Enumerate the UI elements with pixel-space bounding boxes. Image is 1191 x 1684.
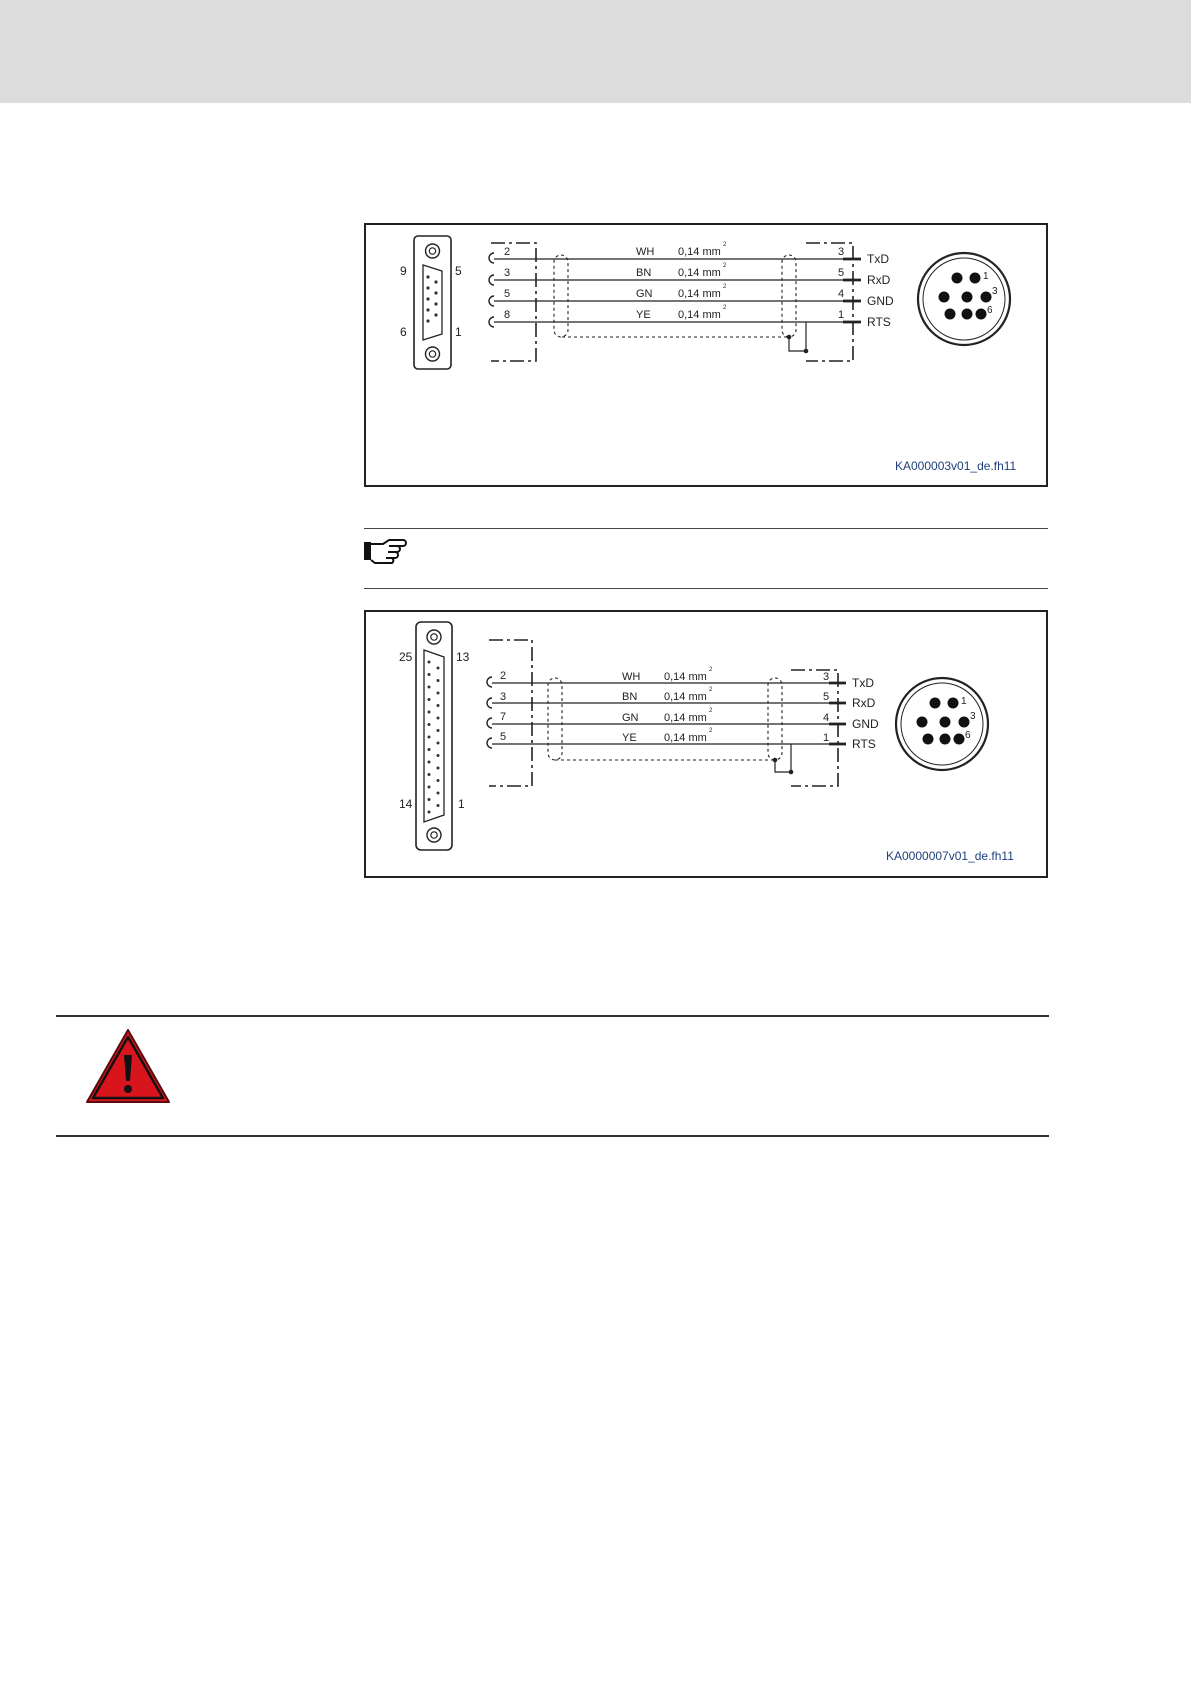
wire-size-sup: 2	[723, 305, 727, 311]
circular-pin-label: 6	[965, 730, 971, 741]
pin-right: 3	[838, 246, 845, 258]
figure-code: KA0000007v01_de.fh11	[886, 849, 1014, 863]
pin-left: 3	[500, 691, 507, 703]
wire-size-sup: 2	[723, 242, 727, 248]
wire-size-sup: 2	[709, 708, 713, 714]
note-rule-bottom	[364, 588, 1048, 589]
circular-pin-label: 1	[983, 271, 989, 282]
pin-left: 3	[504, 267, 511, 279]
dsub-label: 1	[455, 325, 462, 339]
wire-color: WH	[636, 246, 655, 258]
wire-color: BN	[636, 267, 652, 279]
pin-left: 8	[504, 309, 511, 321]
wire-size-sup: 2	[709, 667, 713, 673]
warning-rule-top	[56, 1015, 1049, 1017]
signal-label: TxD	[867, 252, 889, 266]
pin-left: 7	[500, 711, 507, 723]
wire-size-sup: 2	[723, 284, 727, 290]
dsub-label: 13	[456, 650, 470, 664]
dsub-label: 25	[399, 650, 413, 664]
pin-right: 1	[823, 732, 830, 744]
wire-size: 0,14 mm	[664, 712, 707, 724]
circular-pin-label: 1	[961, 696, 967, 707]
dsub25-connector	[416, 622, 452, 850]
warning-rule-bottom	[56, 1135, 1049, 1137]
wiring-diagram-dsub25-svg	[366, 612, 1046, 876]
wire-size: 0,14 mm	[664, 671, 707, 683]
wire-color: WH	[622, 671, 641, 683]
wire-size: 0,14 mm	[678, 288, 721, 300]
pin-left: 2	[500, 670, 507, 682]
hand-pointer-icon	[363, 538, 407, 564]
wire-color: GN	[636, 288, 653, 300]
dsub9-connector	[414, 236, 451, 369]
wire-size: 0,14 mm	[678, 246, 721, 258]
wire-size: 0,14 mm	[678, 267, 721, 279]
dsub-label: 1	[458, 797, 465, 811]
warning-triangle-icon	[84, 1027, 172, 1105]
circular-pin-label: 3	[992, 286, 998, 297]
pin-left: 5	[500, 731, 507, 743]
wire-size-sup: 2	[709, 687, 713, 693]
wiring-diagram-dsub25	[364, 610, 1048, 878]
dsub-label: 5	[455, 264, 462, 278]
wire-size-sup: 2	[709, 728, 713, 734]
wire-size: 0,14 mm	[664, 732, 707, 744]
dsub-label: 6	[400, 325, 407, 339]
wiring-diagram-dsub9	[364, 223, 1048, 487]
circular-connector	[918, 253, 1010, 345]
pin-right: 3	[823, 671, 830, 683]
pin-right: 4	[838, 288, 845, 300]
circular-pin-label: 6	[987, 305, 993, 316]
dsub-label: 9	[400, 264, 407, 278]
header-bar	[0, 0, 1191, 103]
wire-size: 0,14 mm	[664, 691, 707, 703]
wire-color: GN	[622, 712, 639, 724]
wire-size-sup: 2	[723, 263, 727, 269]
pin-right: 4	[823, 712, 830, 724]
wire-size: 0,14 mm	[678, 309, 721, 321]
pin-left: 5	[504, 288, 511, 300]
wire-color: BN	[622, 691, 638, 703]
pin-right: 5	[838, 267, 845, 279]
pin-left: 2	[504, 246, 511, 258]
circular-pin-label: 3	[970, 711, 976, 722]
signal-label: GND	[852, 717, 879, 731]
note-rule-top	[364, 528, 1048, 529]
figure-code: KA000003v01_de.fh11	[895, 459, 1017, 473]
wiring-diagram-dsub9-svg	[366, 225, 1046, 485]
dsub-label: 14	[399, 797, 413, 811]
signal-label: RxD	[867, 273, 891, 287]
pin-right: 5	[823, 691, 830, 703]
circular-connector	[896, 678, 988, 770]
signal-label: TxD	[852, 676, 874, 690]
signal-label: RxD	[852, 696, 876, 710]
signal-label: GND	[867, 294, 894, 308]
signal-label: RTS	[852, 737, 876, 751]
wire-color: YE	[622, 732, 637, 744]
pin-right: 1	[838, 309, 845, 321]
signal-label: RTS	[867, 315, 891, 329]
wire-color: YE	[636, 309, 651, 321]
